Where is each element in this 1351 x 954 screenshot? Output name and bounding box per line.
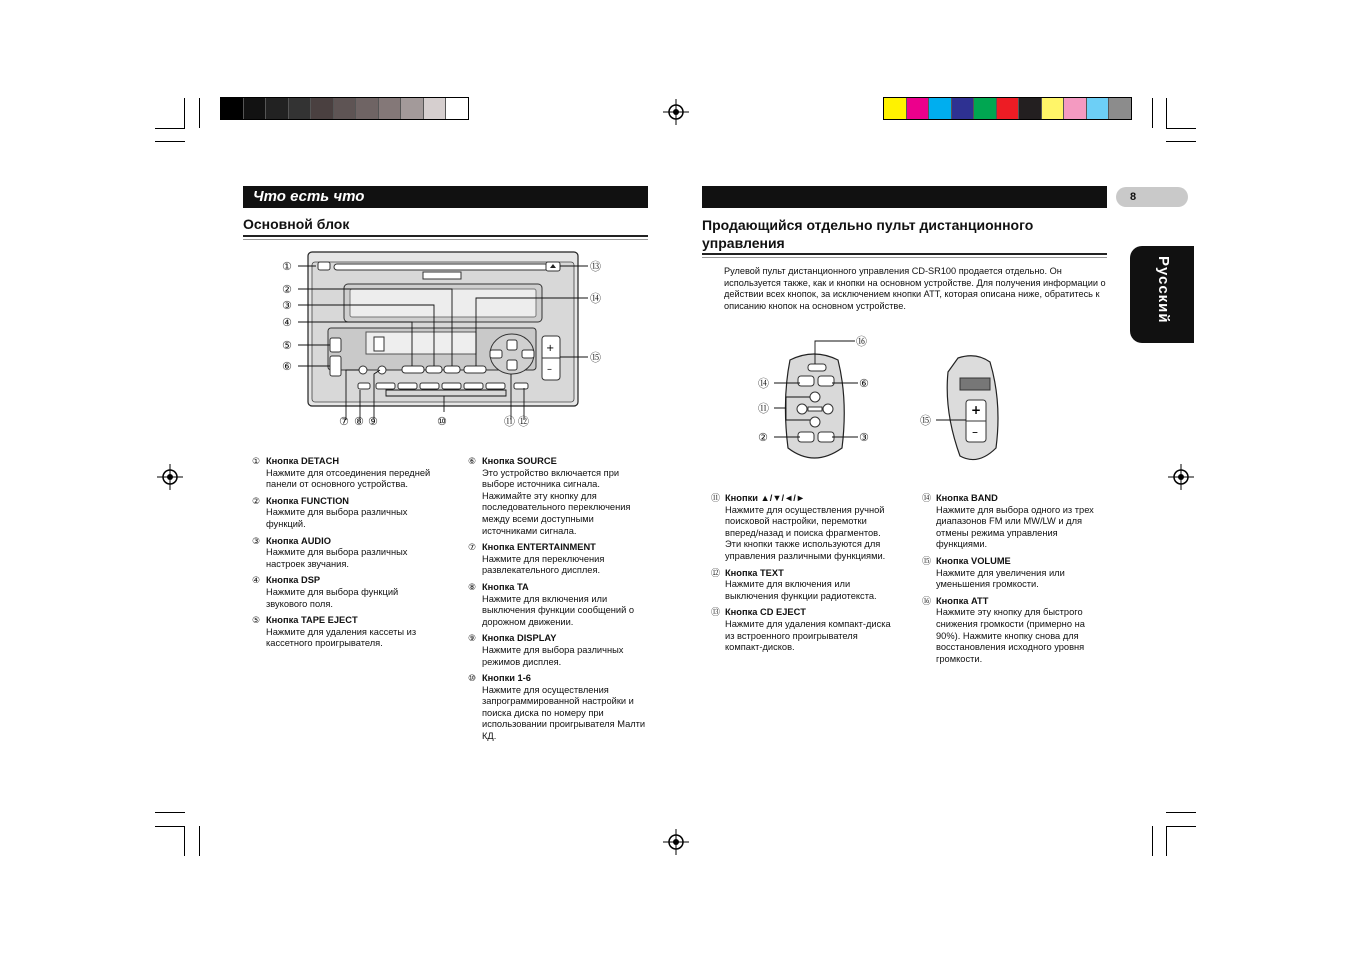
- gray-bar-swatch: [334, 98, 357, 119]
- item-title: Кнопка DSP: [266, 575, 321, 586]
- item-body: [266, 615, 432, 650]
- color-bar-swatch: [1087, 98, 1110, 119]
- item-description: Нажмите для осуществления запрограммированной настройки и поиска диска по номеру при использовании проигрывателя Малти КД.: [482, 684, 646, 742]
- item-description: Нажмите для включения или выключения функции сообщений о дорожном движении.: [482, 593, 635, 627]
- item-description: Нажмите эту кнопку для быстрого снижения громкости (примерно на 90%). Нажмите кнопку снова для восстановления исходного уровня громкости.: [936, 607, 1085, 664]
- main-unit-list-col2: [468, 456, 650, 748]
- heading-rule-left: [243, 235, 648, 237]
- language-tab: [1130, 246, 1194, 343]
- item-title: Кнопка AUDIO: [266, 535, 331, 546]
- item-number: ⑫: [711, 567, 721, 578]
- heading-rule-right-thin: [702, 257, 1107, 258]
- list-item: [468, 633, 650, 668]
- registration-mark-right: [1168, 464, 1194, 490]
- color-bar-swatch: [952, 98, 975, 119]
- item-title: Кнопка TAPE EJECT: [266, 615, 358, 626]
- registration-mark-bottom: [663, 829, 689, 855]
- callout-7: ⑦: [339, 415, 349, 428]
- remote-illustration: [752, 330, 882, 470]
- item-title: Кнопка ATT: [936, 595, 989, 606]
- callout-9: ⑨: [368, 415, 378, 428]
- list-item: [252, 496, 432, 531]
- color-bar-swatch: [997, 98, 1020, 119]
- item-number: ⑬: [711, 607, 721, 618]
- item-body: [482, 542, 650, 577]
- item-title: Кнопка TEXT: [725, 567, 784, 578]
- remote-heading: Продающийся отдельно пульт дистанционного управления: [702, 217, 1034, 251]
- item-title: Кнопка SOURCE: [482, 456, 557, 466]
- item-body: [482, 633, 650, 668]
- item-title: Кнопка VOLUME: [936, 555, 1011, 566]
- language-label: Русский: [1155, 256, 1172, 324]
- grayscale-bar: [220, 97, 469, 120]
- item-description: Нажмите для увеличения или уменьшения громкости.: [936, 567, 1065, 590]
- callout-6: ⑥: [282, 360, 292, 373]
- color-bar-swatch: [974, 98, 997, 119]
- head-unit-illustration: [276, 250, 616, 430]
- callout-2: ②: [282, 283, 292, 296]
- callout-15: ⑮: [590, 351, 601, 364]
- list-item: [922, 493, 1108, 551]
- remote-callout-2: ②: [758, 431, 768, 444]
- cd-slot: [334, 264, 548, 270]
- callout-10: ⑩: [437, 415, 447, 428]
- remote-side-illustration: [918, 352, 1018, 467]
- section-header-left: [243, 186, 648, 208]
- item-number: ⑭: [922, 493, 932, 503]
- gray-bar-swatch: [221, 98, 244, 119]
- item-title: Кнопка BAND: [936, 493, 998, 503]
- remote-callout-16: ⑯: [856, 335, 867, 348]
- item-description: Нажмите для переключения развлекательного дисплея.: [482, 553, 605, 576]
- svg-text:+: +: [546, 343, 555, 354]
- main-unit-heading: Основной блок: [243, 216, 350, 232]
- callout-1: ①: [282, 260, 292, 273]
- item-number: ①: [252, 456, 261, 466]
- item-title: Кнопки 1-6: [482, 673, 531, 684]
- gray-bar-swatch: [244, 98, 267, 119]
- remote-callout-3: ③: [859, 431, 869, 444]
- remote-list-col2: [922, 493, 1108, 670]
- item-number: ⑨: [468, 633, 477, 644]
- list-item: [922, 556, 1108, 591]
- remote-callout-6: ⑥: [859, 377, 869, 390]
- page-number: 8: [1116, 187, 1188, 207]
- svg-text:–: –: [547, 364, 552, 375]
- list-item: [252, 575, 432, 610]
- item-number: ⑤: [252, 615, 261, 626]
- item-body: [482, 582, 650, 628]
- item-body: [936, 596, 1108, 666]
- item-title: Кнопка ENTERTAINMENT: [482, 542, 596, 553]
- list-item: [468, 542, 650, 577]
- item-number: ②: [252, 495, 261, 506]
- item-description: Нажмите для выбора функций звукового поля.: [266, 586, 399, 609]
- list-item: [711, 493, 891, 563]
- svg-text:–: –: [972, 425, 978, 439]
- item-description: Нажмите для выбора различных настроек звучания.: [266, 547, 408, 569]
- callout-13: ⑬: [590, 260, 601, 273]
- callout-3: ③: [282, 299, 292, 312]
- list-item: [252, 615, 432, 650]
- callout-8: ⑧: [354, 415, 364, 428]
- item-body: [482, 456, 650, 537]
- remote-callout-15: ⑮: [920, 414, 931, 427]
- section-header-right: [702, 186, 1107, 208]
- item-body: [266, 536, 432, 571]
- registration-mark-left: [157, 464, 183, 490]
- item-body: [266, 496, 432, 531]
- item-number: ⑥: [468, 456, 477, 466]
- color-bar-swatch: [1109, 98, 1131, 119]
- item-description: Нажмите для включения или выключения функции радиотекста.: [725, 579, 877, 601]
- gray-bar-swatch: [311, 98, 334, 119]
- list-item: [468, 582, 650, 628]
- color-bar-swatch: [884, 98, 907, 119]
- remote-callout-11: ⑪: [758, 402, 769, 415]
- item-body: [482, 673, 650, 743]
- item-body: [936, 493, 1108, 551]
- list-item: [252, 456, 432, 491]
- item-number: ④: [252, 575, 261, 586]
- color-bar-swatch: [1064, 98, 1087, 119]
- item-title: Кнопка DETACH: [266, 456, 340, 466]
- item-body: [936, 556, 1108, 591]
- gray-bar-swatch: [401, 98, 424, 119]
- callout-4: ④: [282, 316, 292, 329]
- item-description: Нажмите для удаления компакт-диска из встроенного проигрывателя компакт-дисков.: [725, 618, 891, 653]
- heading-rule-right: [702, 253, 1107, 255]
- list-item: [711, 607, 891, 653]
- callout-11: ⑪: [504, 415, 515, 428]
- item-number: ⑩: [468, 673, 477, 684]
- gray-bar-swatch: [266, 98, 289, 119]
- gray-bar-swatch: [424, 98, 447, 119]
- gray-bar-swatch: [446, 98, 468, 119]
- callout-12: ⑫: [518, 415, 529, 428]
- item-description: Нажмите для удаления кассеты из кассетного проигрывателя.: [266, 626, 417, 649]
- color-bar-swatch: [1042, 98, 1065, 119]
- item-number: ⑧: [468, 581, 477, 592]
- remote-callout-14: ⑭: [758, 377, 769, 390]
- color-bar-swatch: [1019, 98, 1042, 119]
- item-number: ⑯: [922, 595, 932, 606]
- remote-list-col1: [711, 493, 891, 659]
- item-number: ⑪: [711, 493, 721, 503]
- gray-bar-swatch: [379, 98, 402, 119]
- callout-14: ⑭: [590, 292, 601, 305]
- item-description: Нажмите для выбора одного из трех диапазонов FM или MW/LW и для отмены режима управления функциями.: [936, 504, 1094, 550]
- item-body: [725, 493, 891, 563]
- detach-button-shape: [318, 262, 330, 270]
- item-number: ⑦: [468, 542, 477, 553]
- item-description: Это устройство включается при выборе источника сигнала. Нажимайте эту кнопку для последовательного переключения между всеми доступными источниками сигнала.: [482, 467, 631, 536]
- item-description: Нажмите для выбора различных режимов дисплея.: [482, 644, 624, 667]
- item-title: Кнопка CD EJECT: [725, 607, 806, 618]
- color-bar-swatch: [907, 98, 930, 119]
- gray-bar-swatch: [289, 98, 312, 119]
- item-body: [266, 575, 432, 610]
- item-title: Кнопка DISPLAY: [482, 633, 557, 644]
- color-bar: [883, 97, 1132, 120]
- callout-5: ⑤: [282, 339, 292, 352]
- list-item: [252, 536, 432, 571]
- item-body: [725, 568, 891, 603]
- list-item: [468, 673, 650, 743]
- item-description: Нажмите для осуществления ручной поисковой настройки, перемотки вперед/назад и поиска фрагментов. Эти кнопки также используются для управления различными функциями.: [725, 504, 886, 561]
- item-body: [266, 456, 432, 491]
- gray-bar-swatch: [356, 98, 379, 119]
- item-body: [725, 607, 891, 653]
- section-title: Что есть что: [253, 188, 365, 205]
- color-bar-swatch: [929, 98, 952, 119]
- item-description: Нажмите для выбора различных функций.: [266, 507, 408, 529]
- item-title: Кнопки ▲/▼/◄/►: [725, 493, 806, 503]
- registration-mark-top: [663, 99, 689, 125]
- item-number: ⑮: [922, 555, 932, 566]
- main-unit-list-col1: [252, 456, 432, 655]
- item-title: Кнопка FUNCTION: [266, 495, 350, 506]
- heading-rule-left-thin: [243, 239, 648, 240]
- item-number: ③: [252, 535, 261, 546]
- remote-intro: Рулевой пульт дистанционного управления CD-SR100 продается отдельно. Он используется также, как и кнопки на основном устройстве. Для получения информации о действии всех кнопок, за исключением кнопки ATT, которая описана ниже, обратитесь к описанию кнопок на основном устройстве.: [724, 266, 1106, 311]
- item-description: Нажмите для отсоединения передней панели от основного устройства.: [266, 467, 431, 490]
- svg-text:+: +: [971, 403, 982, 417]
- list-item: [711, 568, 891, 603]
- list-item: [922, 596, 1108, 666]
- list-item: [468, 456, 650, 537]
- item-title: Кнопка TA: [482, 581, 529, 592]
